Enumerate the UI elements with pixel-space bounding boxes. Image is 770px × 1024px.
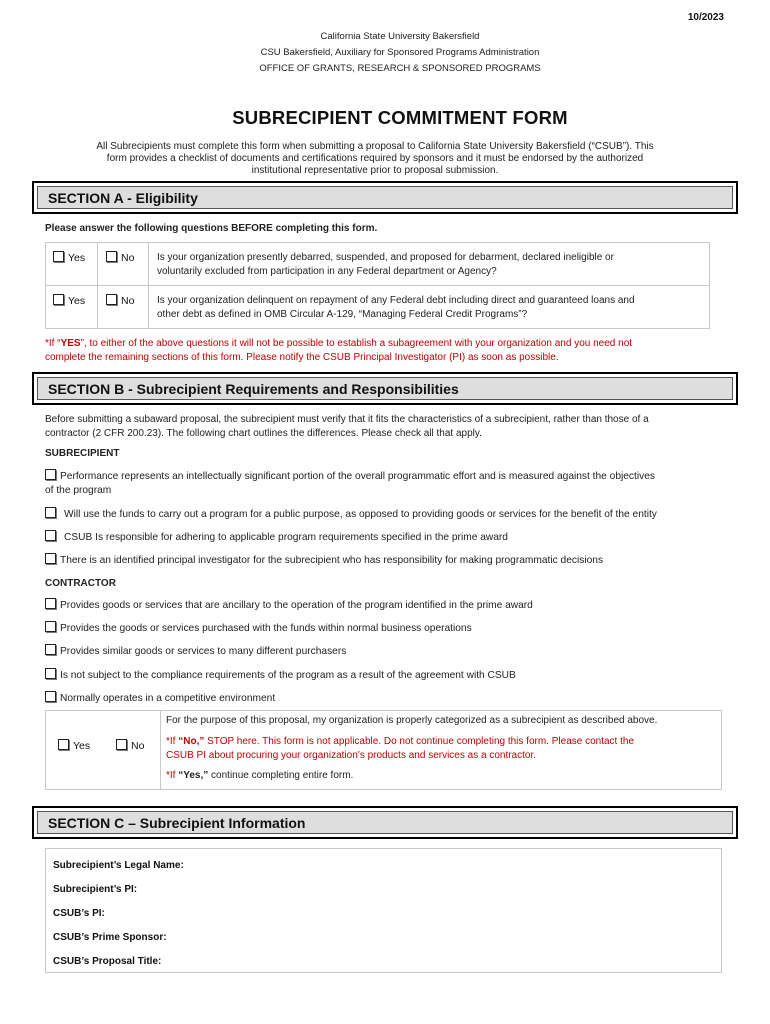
- criterion-checkbox[interactable]: [45, 691, 56, 702]
- criterion-checkbox[interactable]: [45, 507, 56, 518]
- legal-name-field[interactable]: Subrecipient’s Legal Name:: [53, 860, 184, 871]
- contractor-criterion[interactable]: Provides goods or services that are ancillary to the operation of the program identified in the prime award: [45, 598, 735, 613]
- criterion-checkbox[interactable]: [45, 530, 56, 541]
- criterion-checkbox[interactable]: [45, 644, 56, 655]
- no-label: No: [121, 295, 135, 307]
- subrecipient-criterion[interactable]: Will use the funds to carry out a program for a public purpose, as opposed to providing goods or services for the benefit of the entity: [45, 507, 735, 522]
- section-a-instruction: Please answer the following questions BEFORE completing this form.: [45, 223, 378, 234]
- categorization-yes-checkbox[interactable]: [58, 739, 69, 750]
- categorization-no-option[interactable]: [116, 739, 144, 752]
- criterion-checkbox[interactable]: [45, 553, 56, 564]
- yes-label: Yes: [68, 295, 86, 307]
- subrecipient-pi-field[interactable]: Subrecipient’s PI:: [53, 884, 138, 895]
- subrecipient-criterion[interactable]: There is an identified principal investigator for the subrecipient who has responsibility for making programmatic decisions: [45, 553, 735, 568]
- categorization-no-checkbox[interactable]: [116, 739, 127, 750]
- yes-label: Yes: [73, 740, 91, 752]
- subrecipient-criterion[interactable]: CSUB Is responsible for adhering to applicable program requirements specified in the prime award: [45, 530, 735, 545]
- no-label: No: [121, 252, 135, 264]
- contractor-criterion[interactable]: Is not subject to the compliance requirements of the program as a result of the agreement with CSUB: [45, 668, 735, 683]
- categorization-no-note: *If “No,” STOP here. This form is not applicable. Do not continue completing this form. Please contact the CSUB PI about procuring your organization’s products and services as a contractor.: [166, 736, 635, 761]
- q1-yes-checkbox[interactable]: [53, 251, 64, 262]
- section-a-title: SECTION A - Eligibility: [37, 186, 733, 209]
- q2-yes-option[interactable]: [53, 294, 85, 307]
- question-federal-debt: Is your organization delinquent on repayment of any Federal debt including direct and guaranteed loans and other debt as defined in OMB Circular A-129, “Managing Federal Credit Programs”?: [157, 295, 635, 320]
- university-name: California State University Bakersfield: [320, 31, 480, 42]
- csub-pi-field[interactable]: CSUB’s PI:: [53, 908, 105, 919]
- no-label: No: [131, 740, 145, 752]
- categorization-yes-option[interactable]: [58, 739, 90, 752]
- section-b-title: SECTION B - Subrecipient Requirements and Responsibilities: [37, 377, 733, 400]
- form-revision-date: 10/2023: [687, 12, 724, 23]
- question-debarment: Is your organization presently debarred, suspended, and proposed for debarment, declared ineligible or voluntarily excluded from participation in any Federal department or Agency?: [157, 252, 614, 277]
- section-b-header: [32, 372, 738, 405]
- subrecipient-heading: SUBRECIPIENT: [45, 448, 120, 459]
- criterion-checkbox[interactable]: [45, 621, 56, 632]
- criterion-checkbox[interactable]: [45, 598, 56, 609]
- q2-no-option[interactable]: [106, 294, 134, 307]
- contractor-criterion[interactable]: Provides similar goods or services to many different purchasers: [45, 644, 735, 659]
- contractor-criterion[interactable]: Provides the goods or services purchased with the funds within normal business operations: [45, 621, 735, 636]
- q1-no-checkbox[interactable]: [106, 251, 117, 262]
- section-c-title: SECTION C – Subrecipient Information: [37, 811, 733, 834]
- office-name: OFFICE OF GRANTS, RESEARCH & SPONSORED PROGRAMS: [259, 63, 541, 74]
- contractor-criterion[interactable]: Normally operates in a competitive environment: [45, 691, 735, 706]
- q2-no-checkbox[interactable]: [106, 294, 117, 305]
- auxiliary-name: CSU Bakersfield, Auxiliary for Sponsored Programs Administration: [260, 47, 540, 58]
- categorization-yes-note: *If “Yes,” continue completing entire form.: [166, 770, 354, 781]
- form-intro: All Subrecipients must complete this form when submitting a proposal to California State University Bakersfield (“CSUB”). This form provides a checklist of documents and certifications required by sponsors and it must be endorsed by the authorized institutional representative prior to proposal submission.: [96, 141, 654, 176]
- contractor-heading: CONTRACTOR: [45, 578, 116, 589]
- subrecipient-criterion[interactable]: Performance represents an intellectually significant portion of the overall programmatic effort and is measured against the objectives of the program: [45, 471, 655, 496]
- form-title: SUBRECIPIENT COMMITMENT FORM: [232, 107, 568, 128]
- section-c-header: [32, 806, 738, 839]
- proposal-title-field[interactable]: CSUB’s Proposal Title:: [53, 956, 162, 967]
- q2-yes-checkbox[interactable]: [53, 294, 64, 305]
- section-a-header: [32, 181, 738, 214]
- prime-sponsor-field[interactable]: CSUB’s Prime Sponsor:: [53, 932, 167, 943]
- criterion-checkbox[interactable]: [45, 469, 56, 480]
- q1-yes-option[interactable]: [53, 251, 85, 264]
- table-divider: [45, 285, 710, 286]
- table-divider: [160, 710, 161, 790]
- section-a-warning: *If “YES”, to either of the above questions it will not be possible to establish a subagreement with your organization and you need not complete the remaining sections of this form. Please notify the CSUB Principal Investigator (PI) as soon as possible.: [45, 338, 633, 363]
- criterion-checkbox[interactable]: [45, 668, 56, 679]
- section-b-intro: Before submitting a subaward proposal, the subrecipient must verify that it fits the characteristics of a subrecipient, rather than those of a contractor (2 CFR 200.23). The following chart outlines the differences. Please check all that apply.: [45, 414, 649, 439]
- q1-no-option[interactable]: [106, 251, 134, 264]
- categorization-statement: For the purpose of this proposal, my organization is properly categorized as a subrecipient as described above.: [166, 715, 658, 726]
- yes-label: Yes: [68, 252, 86, 264]
